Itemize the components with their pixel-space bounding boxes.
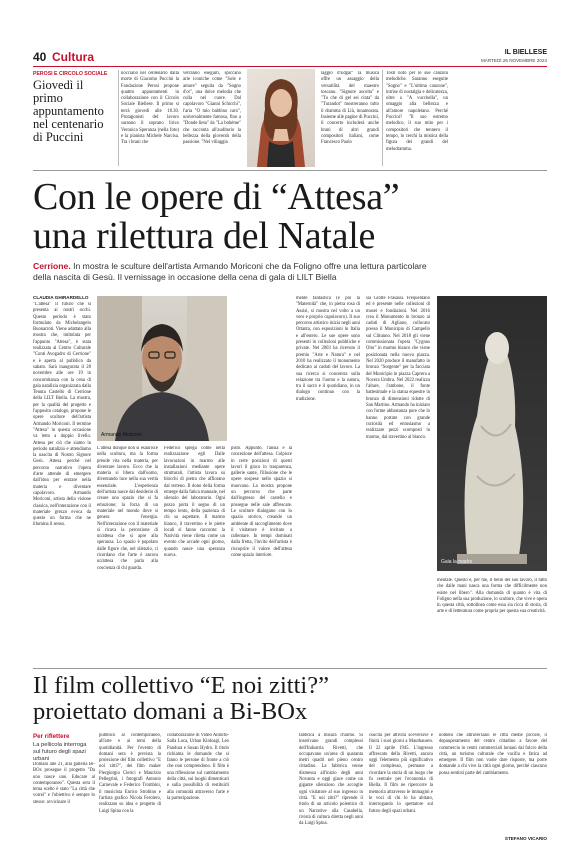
page-number: 40 <box>33 50 47 64</box>
main-col-7: mentale. Questo è, per me, il bello del suo lavoro, il fatto che dalle mani nasca una forma che difficilmente non esiste nel libero". Alla domanda di quanto è vita di Foligno nella sua produzione, lo scultore, che vive e opera in questa città, sottolinea come essa sia ricca di storia, di arte e di letteratura come propria per questa sua creatività. <box>437 578 547 615</box>
paper-name: IL BIELLESE <box>504 49 547 56</box>
bottom-col-2: pubblico al contemporaneo, all'arte e ai temi della quotidianità. Per l'evento di domani sera è prevista la proiezione del film collettivo "E noi zitti?", dei film maker Piergiorgio Clerici e Maurizio Pellegrini, i fotografi Antonio Carnevale e Federico Trombini, il musicista Enrico Strobino e l'artista grafico Nicola Ferolero, realizzato su idea e progetto di Luigi Spina con la <box>99 733 161 814</box>
main-col-4: pisto. Appunto, l'ansia e la concezione dell'attesa. Colpisce in certe posizioni di questi lavori il gioco in trasparenza, gallerie sante, l'illusione che le opere sospese nello spazio si muovano. La mostra propone un percorso che parte dall'ingresso del castello e prosegue nelle sale affrescate. Le sculture dialogano con lo spazio storico, creando un ambiente di raccoglimento dove il visitatore è invitato a rallentare. In tempi dominati dalla fretta, l'invito dell'artista è riscoprire il valore dell'attesa come spazio interiore. <box>231 446 292 559</box>
moriconi-photo-caption: Armando Moriconi <box>101 432 142 438</box>
bottom-signature: STEFANO VICARIO <box>504 836 547 841</box>
bottom-col-4: fabbrica a misura d'uomo. Si inserivano grandi complessi dell'Industria Rivetti, che occupavano un'area di quaranta metri quadri nel pieno centro cittadino. La fabbrica venne dismessa all'inizio degli anni Novanta e oggi giace come un gigante silenzioso che accoglie ogni visitatore al suo ingresso in città. "E noi zitti?" riprende il titolo di un articolo polemico di un Narrative alla Casabella, rivista di cultura diretta negli anni da Luigi Spina. <box>299 733 363 827</box>
bottom-col-1: Domani alle 21, alla galleria Bi-BOx prosegue il progetto "Da uno nasce uno. Educare al contemporaneo". Questa sera il tema scelto è stato "La città che vorrei" e l'obiettivo è sempre lo stesso: avvicinare il <box>33 762 95 805</box>
top-col-2: verranno eseguiti, spiccano arie iconiche come "Sole e amore" seguita da "Sogno d'or", una dolce melodia che culla nel cuore. Dal capolavoro "Gianni Schicchi", l'aria "O mio babbino caro", universalmente famosa, fino a "Donde lieta" da "La bohème" che racconta all'auditorio la bellezza della gioventù della passione. "Nel villaggio <box>183 71 241 146</box>
standfirst-text: In mostra le sculture dell'artista Armando Moriconi che da Foligno offre una lettura particolare della nascita di Gesù. Il vernissage in occasione della cena di gala di LILT Biella <box>33 261 427 282</box>
moriconi-photo <box>97 296 227 441</box>
sculpture-photo-caption: Gaia la madre <box>441 559 473 565</box>
bottom-col-3: collaborazione di Video Antolfo-Salla Luca, Urban Kinloagi, Leo Pandura e Susan Hydro. Il titolo richiama le domande che si fanno le persone di fronte a ciò che non comprendono. Il film è una riflessione sul cambiamento della città, sui luoghi dimenticati e sulla possibilità di restituirli alla comunità attraverso l'arte e la partecipazione. <box>167 733 229 801</box>
soprano-portrait-icon <box>247 69 315 167</box>
bottom-headline-line-2: proiettato domani a Bi-BOx <box>33 698 308 725</box>
main-col-2: L'attesa dunque non si esaurisce nella scultura, ma la forma prende vita nella materia, per diventare lavoro. Ecco che la materia si libera dall'uomo, diventando luce nella sua verità essenziale. L'esperienza dell'artista nasce dal desiderio di creare uno spazio che si fa emozione; la forza di un materiale nel mondo dove si genera l'energia. Nell'interazione con il materiale si ricava la percezione di un'attesa che si apre alla speranza. Lo spazio è popolato dalle figure che, nel silenzio, ci ricordano che l'arte è ancora un'attesa che parla alla coscienza di chi guarda. <box>97 446 158 571</box>
sculpture-icon <box>437 296 547 571</box>
bottom-subhead: La pellicola interroga sul futuro degli spazi urbani <box>33 742 87 762</box>
main-col-3: Federico spiega come nella realizzazione egli Dalle lavorazioni in marmo alle installazioni mediante opere strutturali, l'artista lavora su blocchi di pietra che affiorano dal terreno. Il dono della forma emerge dalla fatica manuale, nel silenzio del laboratorio. Ogni pezzo porta il segno di un tempo lento, della pazienza di chi sa aspettare. Il marmo bianco, il travertino e le pietre locali si fanno racconto: la Natività viene riletta come un evento che accade ogni giorno, quando nasce una speranza nuova. <box>164 446 225 559</box>
top-section-rule <box>33 170 547 171</box>
top-col-4: Tosti noto per le sue canzoni melodiche. Saranno eseguite "Sogno" e "L'ultima canzone", intrise di nostalgia e delicatezza, oltre a "A vucchella", un omaggio alla bellezza e all'amore napoletano. Perché Puccini? "Il suo estremo melodico, il suo mito per i compositori che tennero il tempo, lo cerchi la mistica della figura dei grandi del melodramma. <box>386 71 448 152</box>
bottom-kicker: Per riflettere <box>33 733 70 740</box>
main-col-6: sia Grotte Frasassi. Frequentano ed è presente nelle collezioni di musei e fondazioni. Nel 2016 crea il Monumento in bronzo ai caduti di Agliano, collocato presso il Municipio di Campello sul Clitunno. Nel 2018 gli viene commissionata l'opera "Cygnus Olor" in marmo bianco che viene posizionata nella nuova piazza. Nel 2020 produce il manufatto in bronzo "Sorgente" per la facciata del Municipio in piazza Caprera a Nocera Umbra. Nel 2022 realizza l'altare, l'ambone, il fonte battesimale e la statua equestre in bronzo di dimensioni ridotte di San Martino. Armando ha iniziato con forme abbastanza pure che lo hanno portato con grande curiosità ed entusiasmo a realizzare pezzi scomposti in marmo, dal travertino al bianco. <box>366 296 430 440</box>
column-rule <box>382 70 383 166</box>
bottom-col-6: nomeni che attraversano le città medie piccole, il depauperamento del centro cittadino a favore del commercio in centri commerciali lontani dal fulcro della città, un turismo culturale che vacilla e fatica ad emergere. Il film non vuole dare risposte, ma porre domande a chi vive la città ogni giorno, perché ciascuno possa sentirsi parte del cambiamento. <box>439 733 547 776</box>
top-kicker: PEROSI E CIRCOLO SOCIALE <box>33 71 108 77</box>
bottom-headline-line-1: Il film collettivo “E noi zitti?” <box>33 672 329 699</box>
sculpture-photo <box>437 296 547 571</box>
soprano-photo <box>247 69 315 167</box>
bottom-section-rule <box>33 668 547 669</box>
main-col-5: mente fantastica (e poi la "Maternità" che, in pietra rosa di Assisi, si mostra nel volto a un vero e proprio capolavoro). Il suo percorso artistico inizia negli anni Ottanta, con esposizioni in Italia e all'estero. Le sue opere sono presenti in collezioni pubbliche e private. Nel 2003 ha ricevuto il premio "Arte e Natura" e nel 2010 ha realizzato il monumento dedicato ai caduti del lavoro. La sua ricerca si concentra sulla relazione tra l'uomo e la natura, tra il sacro e il quotidiano, in un dialogo continuo con la tradizione. <box>296 296 360 402</box>
main-col-1: "L'attesa" Il futuro che si presenta ai nostri occhi. Questo periodo è stato formulato da Michelangelo Buonarroti. Viene adattato alla mostra che, intitolata per l'appunto "Attesa", è stata realizzata al Centro Culturale "Conti Avogadro di Cerrione" e è aperta al pubblico da sabato. Sarà inaugurata il 28 novembre alle ore 19 in concomitanza con la cena di gala natalizia organizzata dalla Tenuta Castello di Cerrione della LILT Biella. La mostra, per la qualità del progetto e l'apposito catalogo, propone le opere scultore dell'artista Armando Moriconi. Il termine "Attesa" in questa occasione va letto a doppio livello. Attesa per ciò che siamo in periodo natalizio e attendiamo la nascita di Nostro Signore Gesù. Attesa perché nel percorso narrativo l'opera d'arte attende di emergere dall'idea per entrare nella materia e diventare capolavoro. Armando Moriconi, artista della visione classica, nell'interazione con il materiale grezzo evoca da questo un forma che ne illumina il senso. <box>33 302 91 528</box>
main-standfirst <box>33 261 433 283</box>
section-name: Cultura <box>52 50 94 64</box>
column-rule <box>118 70 119 166</box>
byline: CLAUDIA GHIRARDELLO <box>33 295 89 300</box>
top-headline: Giovedì il primo appuntamento nel centenario di Puccini <box>33 78 104 144</box>
top-col-1: nocciano nel centenario dalla morte di Giacomo Puccini la Fondazione Perosi propone quattro appuntamenti in collaborazione con il Circolo Sociale Biellese. Il primo si terrà giovedì alle 18.30. Protagonisti del lavoro saranno il soprano lirico Veronica Speranza (nella foto) e la pianista Michele Narcisa. Tra i brani che <box>121 71 179 146</box>
moriconi-portrait-icon <box>97 296 227 441</box>
issue-date: MARTEDÌ 26 NOVEMBRE 2024 <box>480 58 547 63</box>
main-headline-line-1: Con le opere di “Attesa” <box>33 176 400 218</box>
header-rule <box>33 66 547 67</box>
standfirst-town: Cerrione. <box>33 261 71 271</box>
main-headline-line-2: una rilettura del Natale <box>33 215 376 257</box>
top-col-3: laggio d'Edgar" la musica offre un assaggio della versatilità del maestro toscano. "Signore ascolta" e "Tu che di gel sei cinta" da "Turandot" mostreranno tutto il dramma di Liù, innamorata. Insieme alle pagine di Puccini, il concerto includerà anche brani di altri grandi compositori italiani, come Francesco Paolo <box>321 71 379 146</box>
bottom-col-5: cuscita per attività sovversive e finirà i suoi giorni a Mauthausen. Il 22 aprile 1945. L'ingresso affrescato della Rivetti, ancora oggi l'elemento più significativo del complesso, permane a ricordare la storia di un luogo che fu centrale per l'economia di Biella. Il film ne ripercorre la memoria attraverso le immagini e le voci di chi lo ha abitato, interrogando lo spettatore sul futuro degli spazi urbani. <box>369 733 433 814</box>
